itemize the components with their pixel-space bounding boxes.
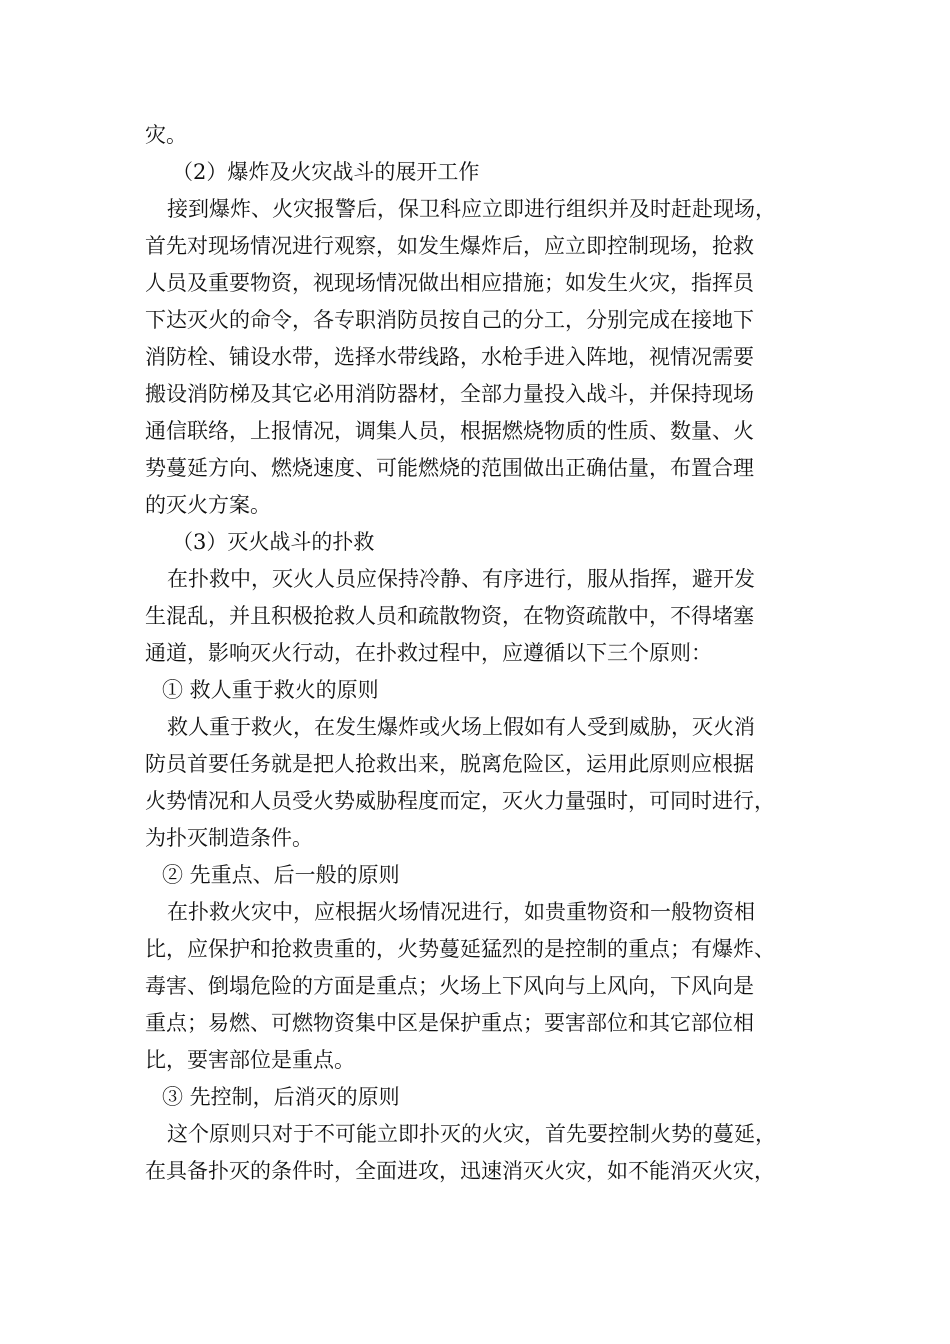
paragraph-line: 生混乱，并且积极抢救人员和疏散物资，在物资疏散中，不得堵塞: [145, 604, 754, 628]
paragraph-line: 通道，影响灭火行动，在扑救过程中，应遵循以下三个原则：: [145, 641, 712, 665]
paragraph-line: 势蔓延方向、燃烧速度、可能燃烧的范围做出正确估量，布置合理: [145, 456, 754, 480]
section-heading: （3）灭火战斗的扑救: [172, 530, 375, 554]
paragraph-line: 防员首要任务就是把人抢救出来，脱离危险区，运用此原则应根据: [145, 752, 754, 776]
paragraph-first-line: 在扑救火灾中，应根据火场情况进行，如贵重物资和一般物资相: [167, 900, 755, 924]
paragraph-first-line: 接到爆炸、火灾报警后，保卫科应立即进行组织并及时赶赴现场，: [167, 197, 776, 221]
principle-heading: ① 救人重于救火的原则: [162, 678, 379, 702]
paragraph-line: 在具备扑灭的条件时，全面进攻，迅速消灭火灾，如不能消灭火灾，: [145, 1159, 775, 1183]
paragraph-line: 比，要害部位是重点。: [145, 1048, 355, 1072]
section-heading: （2）爆炸及火灾战斗的展开工作: [172, 160, 480, 184]
paragraph-line: 首先对现场情况进行观察，如发生爆炸后，应立即控制现场，抢救: [145, 234, 754, 258]
paragraph-first-line: 这个原则只对于不可能立即扑灭的火灾，首先要控制火势的蔓延，: [167, 1122, 776, 1146]
paragraph-line: 通信联络，上报情况，调集人员，根据燃烧物质的性质、数量、火: [145, 419, 754, 443]
principle-heading: ② 先重点、后一般的原则: [162, 863, 400, 887]
paragraph-line: 搬设消防梯及其它必用消防器材，全部力量投入战斗，并保持现场: [145, 382, 754, 406]
paragraph-line: 比，应保护和抢救贵重的，火势蔓延猛烈的是控制的重点；有爆炸、: [145, 937, 775, 961]
paragraph-line: 火势情况和人员受火势威胁程度而定，灭火力量强时，可同时进行，: [145, 789, 775, 813]
document-body: [145, 117, 845, 1190]
paragraph-line: 重点；易燃、可燃物资集中区是保护重点；要害部位和其它部位相: [145, 1011, 754, 1035]
paragraph-first-line: 救人重于救火，在发生爆炸或火场上假如有人受到威胁，灭火消: [167, 715, 755, 739]
paragraph-line: 为扑灭制造条件。: [145, 826, 313, 850]
paragraph-line: 毒害、倒塌危险的方面是重点；火场上下风向与上风向，下风向是: [145, 974, 754, 998]
paragraph-line: 的灭火方案。: [145, 493, 271, 517]
principle-heading: ③ 先控制，后消灭的原则: [162, 1085, 400, 1109]
paragraph-line: 消防栓、铺设水带，选择水带线路，水枪手进入阵地，视情况需要: [145, 345, 754, 369]
paragraph-line: 人员及重要物资，视现场情况做出相应措施；如发生火灾，指挥员: [145, 271, 754, 295]
paragraph-first-line: 在扑救中，灭火人员应保持冷静、有序进行，服从指挥，避开发: [167, 567, 755, 591]
paragraph-line: 灾。: [145, 123, 187, 147]
paragraph-line: 下达灭火的命令，各专职消防员按自己的分工，分别完成在接地下: [145, 308, 754, 332]
